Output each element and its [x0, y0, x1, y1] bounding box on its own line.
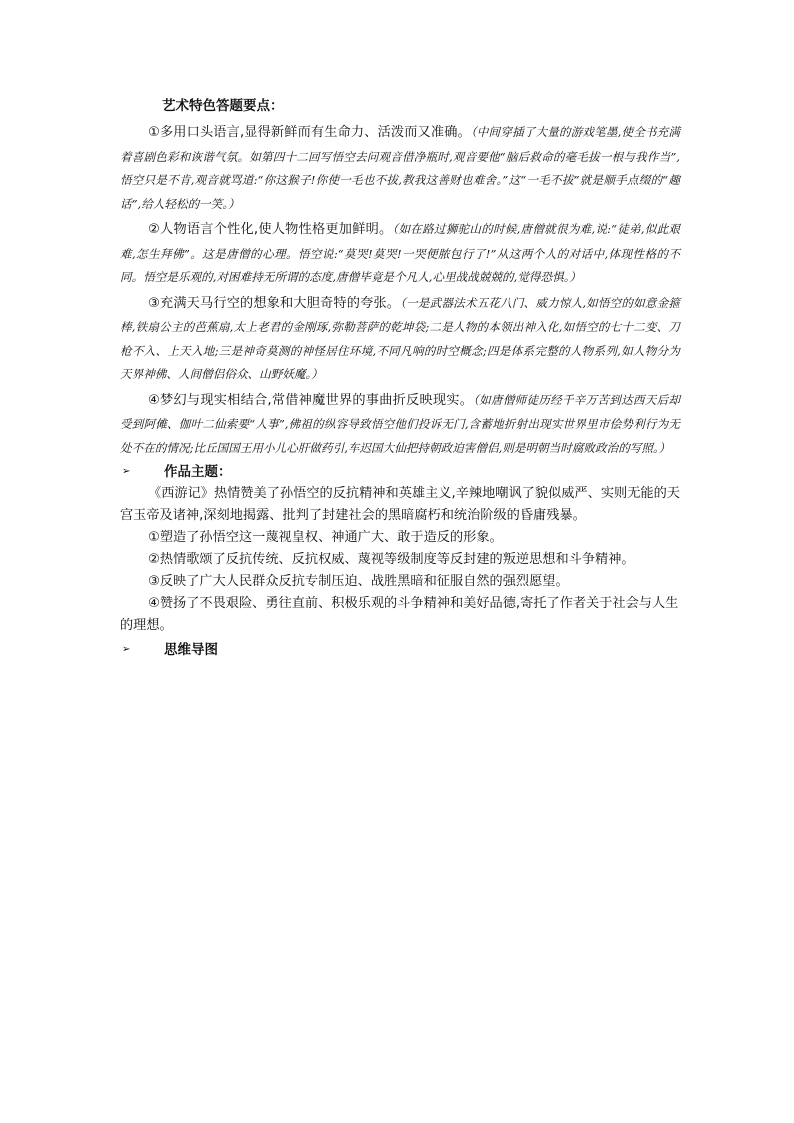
art-point-4 — [120, 388, 680, 460]
mindmap-section-title — [120, 639, 680, 661]
arrow-bullet-icon: ➢ — [122, 644, 131, 655]
theme-item-4: ④赞扬了不畏艰险、勇往直前、积极乐观的斗争精神和美好品德,寄托了作者关于社会与人生的理想。 — [120, 596, 679, 633]
arrow-bullet-icon: ➢ — [122, 466, 131, 477]
theme-item-3: ③反映了广大人民群众反抗专制压迫、战胜黑暗和征服自然的强烈愿望。 — [148, 574, 569, 589]
document-page — [120, 96, 680, 661]
art-point-lead: ④梦幻与现实相结合,常借神魔世界的事曲折反映现实。 — [148, 392, 474, 408]
art-point-lead: ①多用口头语言,显得新鲜而有生命力、活泼而又准确。 — [148, 125, 471, 140]
theme-item-2: ②热情歌颂了反抗传统、反抗权威、蔑视等级制度等反封建的叛逆思想和斗争精神。 — [148, 552, 635, 567]
theme-section-title — [120, 461, 680, 483]
art-point-note: （如在路过狮驼山的时候,唐僧就很为难,说:“徒弟,似此艰难,怎生拜佛”。这是唐僧的心理。悟空说:“莫哭!莫哭!一哭便脓包行了!”从这两个人的对话中,体现性格的不同。悟空是乐观的,对困难持无所谓的态度,唐僧毕竟是个凡人,心里战战兢兢的,觉得恐惧。） — [120, 222, 681, 284]
theme-title-text: 作品主题： — [164, 464, 232, 480]
theme-item-1: ①塑造了孙悟空这一蔑视皇权、神通广大、敢于造反的形象。 — [148, 530, 503, 545]
art-point-lead: ③充满天马行空的想象和大胆奇特的夸张。 — [148, 295, 401, 311]
art-point-2 — [120, 217, 680, 289]
art-point-1 — [120, 120, 680, 215]
art-point-note: （一是武器法术五花八门、威力惊人,如悟空的如意金箍棒,铁扇公主的芭蕉扇,太上老君的金刚琢,弥勒菩萨的乾坤袋;二是人物的本领出神入化,如悟空的七十二变、刀枪不入、上天入地;三是神奇莫测的神怪居住环境,不同凡响的时空概念;四是体系完整的人物系列,如人物分为天界神佛、人间僧侣俗众、山野妖魔。） — [120, 295, 680, 381]
mindmap-title-text: 思维导图 — [164, 642, 218, 658]
art-section-title: 艺术特色答题要点： — [162, 98, 284, 114]
art-point-note: （如唐僧师徒历经千辛万苦到达西天后却受到阿傩、伽叶二仙索要“人事”,佛祖的纵容导致悟空他们投诉无门,含蓄地折射出现实世界里市侩势利行为无处不在的情况;比丘国国王用小儿心肝做药引,车迟国大仙把持朝政迫害僧侣,则是明朝当时腐败政治的写照。） — [120, 392, 681, 455]
art-point-note: （中间穿插了大量的游戏笔墨,使全书充满着喜剧色彩和诙谐气氛。如第四十二回写悟空去问观音借净瓶时,观音要他“脑后救命的毫毛拔一根与我作当”,悟空只是不肯,观音就骂道:“你这猴子!你使一毛也不拔,教我这善财也难舍。”这“一毛不拔”就是顺手点缀的“趣话”,给人轻松的一笑。） — [120, 125, 680, 211]
theme-summary: 《西游记》热情赞美了孙悟空的反抗精神和英雄主义,辛辣地嘲讽了貌似威严、实则无能的天宫玉帝及诸神,深刻地揭露、批判了封建社会的黑暗腐朽和统治阶级的昏庸残暴。 — [120, 486, 680, 523]
art-point-lead: ②人物语言个性化,使人物性格更加鲜明。 — [148, 222, 393, 237]
art-point-3 — [120, 291, 680, 386]
